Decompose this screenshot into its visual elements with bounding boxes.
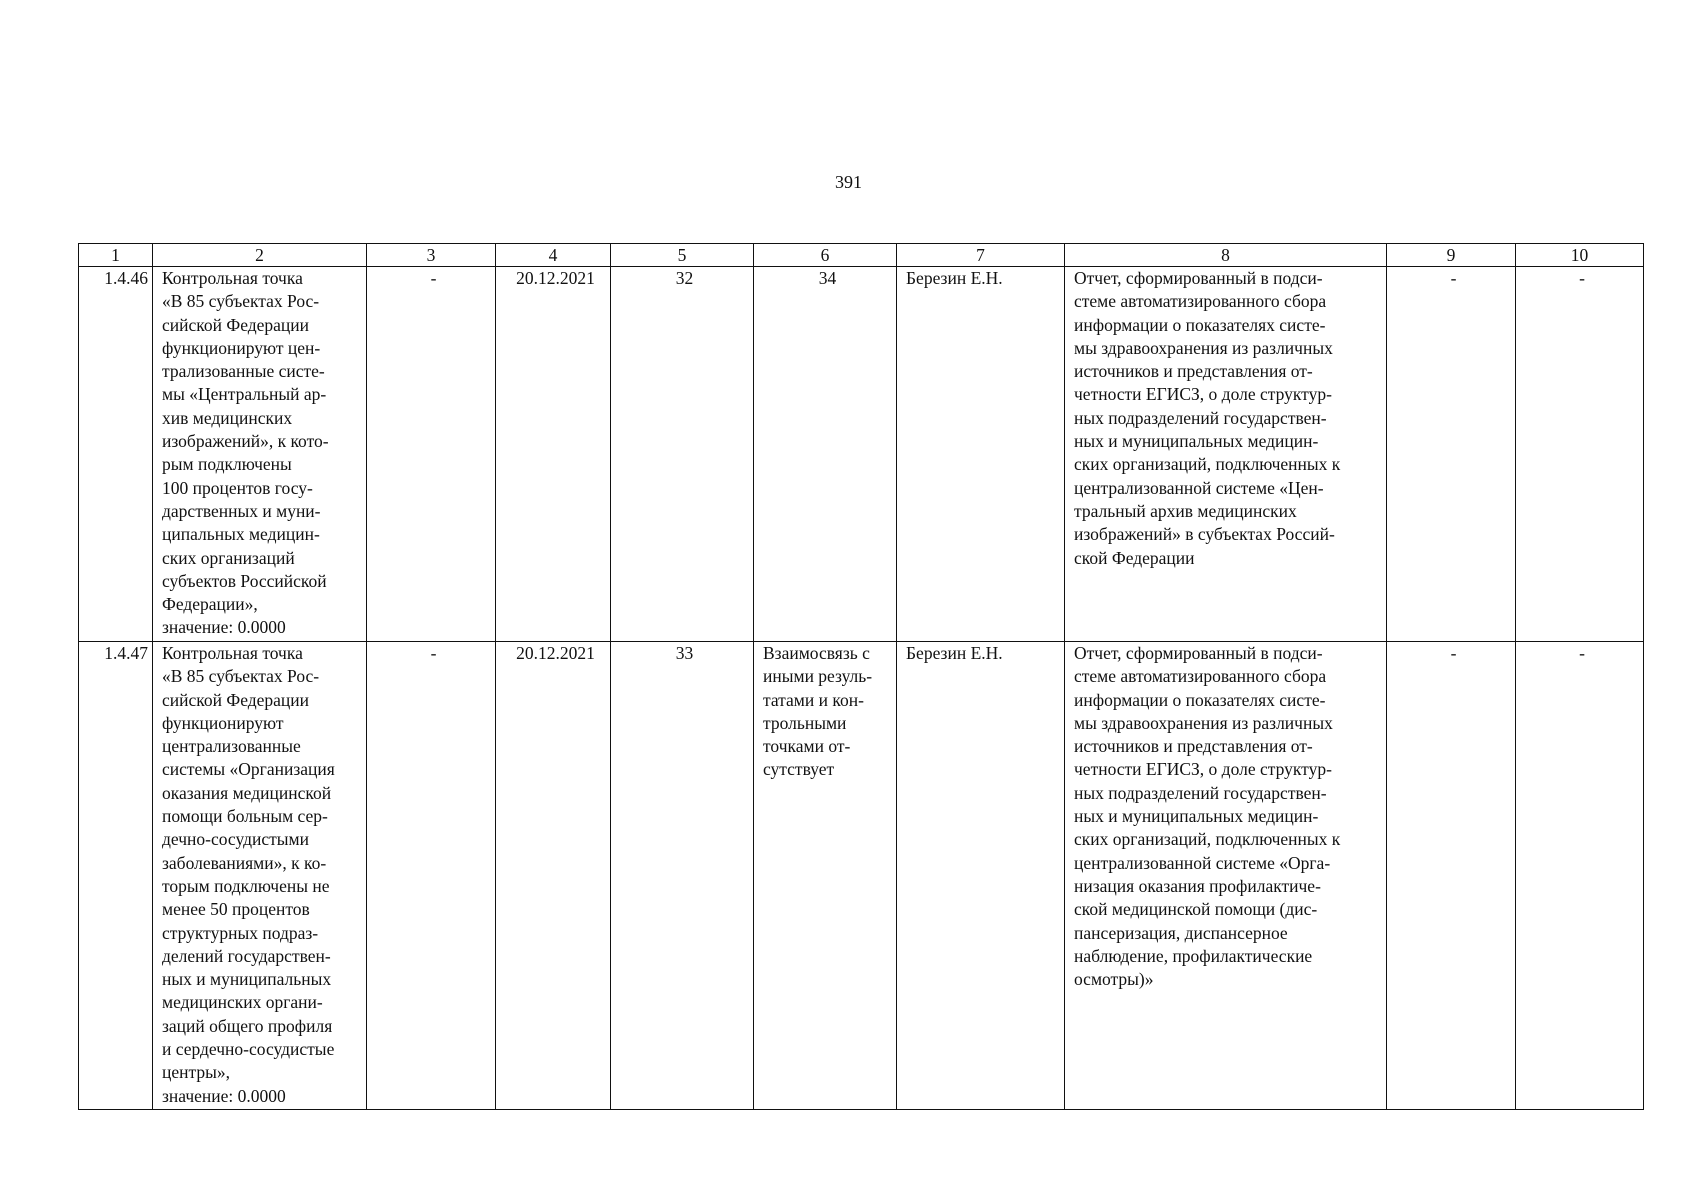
date-cell: 20.12.2021 [496,642,611,1110]
text-line: информации о показателях систе- [1074,314,1326,335]
control-point-description [153,642,367,1110]
cell-col5: 33 [611,642,754,1110]
text-line: точками от- [763,736,851,757]
text-line: ных и муниципальных медицин- [1074,806,1319,827]
text-line: централизованной системе «Цен- [1074,477,1324,498]
text-line: заций общего профиля [162,1015,333,1036]
text-line: заболеваниями», к ко- [162,852,327,873]
column-number-row [79,244,1644,267]
text-line: Взаимосвязь с [763,643,870,663]
text-line: ской Федерации [1074,547,1195,568]
column-header: 4 [496,244,611,267]
text-line: татами и кон- [763,689,864,710]
cell-col9: - [1387,642,1516,1110]
text-line: оказания медицинской [162,782,332,803]
text-line: сийской Федерации [162,689,310,710]
text-line: мы «Центральный ар- [162,384,327,405]
column-header: 7 [897,244,1065,267]
text-line: менее 50 процентов [162,899,310,920]
text-line: структурных подраз- [162,922,319,943]
text-line: рым подключены [162,454,292,475]
text-line: 34 [818,268,837,288]
text-line: централизованные [162,736,301,757]
text-line: Федерации», [162,594,258,615]
column-header: 1 [79,244,153,267]
text-line: дарственных и муни- [162,500,321,521]
column-header: 8 [1065,244,1387,267]
text-line: ской медицинской помощи (дис- [1074,899,1318,920]
text-line: значение: 0.0000 [162,1085,286,1106]
cell-col10: - [1516,267,1644,642]
report-description [1065,267,1387,642]
row-number: 1.4.47 [79,642,153,1110]
text-line: субъектов Российской [162,570,327,591]
text-line: «В 85 субъектах Рос- [162,666,320,687]
text-line: сийской Федерации [162,314,310,335]
text-line: Отчет, сформированный в подси- [1074,643,1323,663]
text-line: источников и представления от- [1074,736,1313,757]
column-header: 3 [367,244,496,267]
text-line: Отчет, сформированный в подси- [1074,268,1323,288]
text-line: ципальных медицин- [162,524,320,545]
text-line: ских организаций, подключенных к [1074,829,1341,850]
text-line: четности ЕГИСЗ, о доле структур- [1074,759,1332,780]
row-number: 1.4.46 [79,267,153,642]
column-header: 2 [153,244,367,267]
text-line: иными резуль- [763,666,873,687]
text-line: мы здравоохранения из различных [1074,712,1333,733]
text-line: тральный архив медицинских [1074,500,1297,521]
text-line: ных и муниципальных [162,969,332,990]
column-header: 6 [754,244,897,267]
control-points-table [78,243,1644,1110]
text-line: ных и муниципальных медицин- [1074,431,1319,452]
text-line: Контрольная точка [162,268,303,288]
text-line: четности ЕГИСЗ, о доле структур- [1074,384,1332,405]
cell-col5: 32 [611,267,754,642]
text-line: Контрольная точка [162,643,303,663]
relationship-cell [754,642,897,1110]
responsible-cell: Березин Е.Н. [897,267,1065,642]
text-line: пансеризация, диспансерное [1074,922,1288,943]
text-line: мы здравоохранения из различных [1074,337,1333,358]
text-line: функционируют цен- [162,337,321,358]
text-line: и сердечно-сосудистые [162,1039,335,1060]
relationship-cell [754,267,897,642]
text-line: наблюдение, профилактические [1074,945,1313,966]
cell-col9: - [1387,267,1516,642]
text-line: трализованные систе- [162,361,325,382]
text-line: помощи больным сер- [162,806,328,827]
cell-col3: - [367,642,496,1110]
text-line: централизованной системе «Орга- [1074,852,1331,873]
text-line: 100 процентов госу- [162,477,313,498]
text-line: осмотры)» [1074,969,1154,990]
table-row [79,267,1644,642]
column-header: 10 [1516,244,1644,267]
text-line: изображений» в субъектах Россий- [1074,524,1335,545]
text-line: ских организаций [162,547,295,568]
table-row [79,642,1644,1110]
date-cell: 20.12.2021 [496,267,611,642]
text-line: функционируют [162,712,284,733]
text-line: изображений», к кото- [162,431,329,452]
responsible-cell: Березин Е.Н. [897,642,1065,1110]
text-line: трольными [763,712,847,733]
page-number: 391 [835,172,862,192]
text-line: хив медицинских [162,407,293,428]
column-header: 5 [611,244,754,267]
column-header: 9 [1387,244,1516,267]
text-line: низация оказания профилактиче- [1074,875,1321,896]
text-line: ных подразделений государствен- [1074,782,1327,803]
text-line: сутствует [763,759,835,780]
text-line: стеме автоматизированного сбора [1074,291,1327,312]
text-line: информации о показателях систе- [1074,689,1326,710]
text-line: ных подразделений государствен- [1074,407,1327,428]
control-point-description [153,267,367,642]
cell-col3: - [367,267,496,642]
text-line: дечно-сосудистыми [162,829,309,850]
text-line: медицинских органи- [162,992,323,1013]
text-line: делений государствен- [162,945,331,966]
text-line: значение: 0.0000 [162,617,286,638]
text-line: «В 85 субъектах Рос- [162,291,320,312]
text-line: ских организаций, подключенных к [1074,454,1341,475]
text-line: системы «Организация [162,759,335,780]
report-description [1065,642,1387,1110]
cell-col10: - [1516,642,1644,1110]
text-line: торым подключены не [162,875,330,896]
text-line: стеме автоматизированного сбора [1074,666,1327,687]
text-line: центры», [162,1062,230,1083]
text-line: источников и представления от- [1074,361,1313,382]
